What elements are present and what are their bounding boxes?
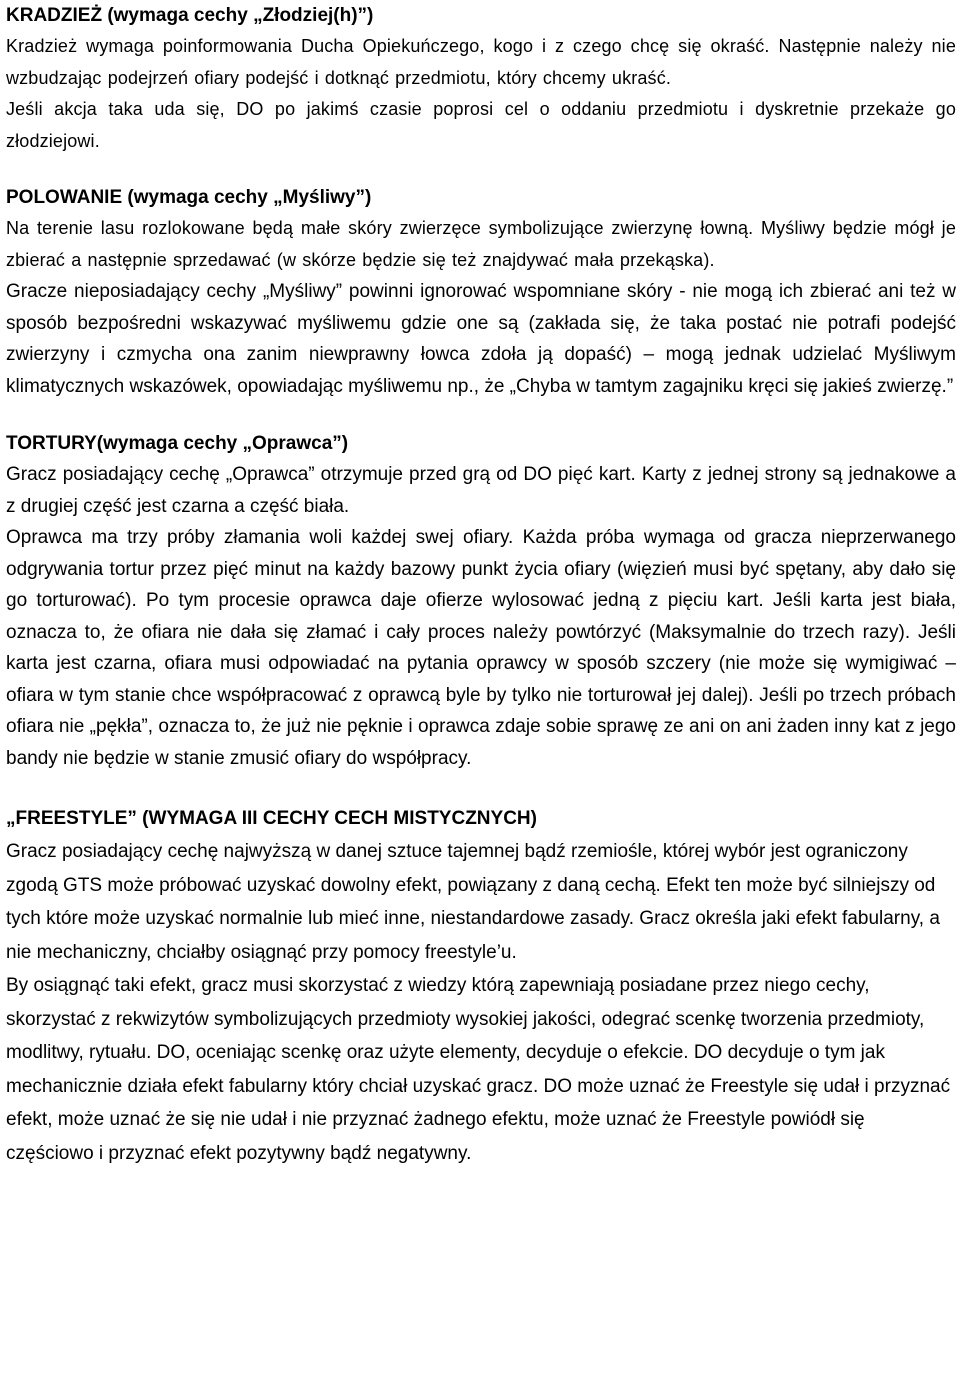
- section-freestyle: [6, 802, 956, 1170]
- section-paragraph: By osiągnąć taki efekt, gracz musi skorzystać z wiedzy którą zapewniają posiadane przez niego cechy, skorzystać z rekwizytów symbolizujących przedmioty wysokiej jakości, odegrać scenkę tworzenia przedmioty, modlitwy, rytuału. DO, oceniając scenkę oraz użyte elementy, decyduje o efekcie. DO decyduje o tym jak mechanicznie działa efekt fabularny który chciał uzyskać gracz. DO może uznać że Freestyle się udał i przyznać efekt, może uznać że się nie udał i nie przyznać żadnego efektu, może uznać że Freestyle powiódł się częściowo i przyznać efekt pozytywny bądź negatywny.: [6, 975, 951, 1164]
- section-polowanie: [6, 182, 956, 402]
- section-paragraph: Na terenie lasu rozlokowane będą małe skóry zwierzęce symbolizujące zwierzynę łowną. Myśliwy będzie mógł je zbierać a następnie sprzedawać (w skórze będzie się też znajdywać mała przekąska).: [6, 218, 956, 270]
- section-paragraph: Kradzież wymaga poinformowania Ducha Opiekuńczego, kogo i z czego chcę się okraść. Następnie należy nie wzbudzając podejrzeń ofiary podejść i dotknąć przedmiotu, który chcemy ukraść.: [6, 36, 956, 88]
- section-paragraph: Gracz posiadający cechę „Oprawca” otrzymuje przed grą od DO pięć kart. Karty z jednej strony są jednakowe a z drugiej część jest czarna a część biała.: [6, 464, 956, 517]
- section-kradziez: [6, 0, 956, 157]
- section-heading: POLOWANIE (wymaga cechy „Myśliwy”): [6, 187, 372, 208]
- section-tortury: [6, 428, 956, 774]
- section-spacer: [6, 157, 956, 182]
- section-heading: TORTURY(wymaga cechy „Oprawca”): [6, 433, 349, 454]
- section-paragraph: Gracze nieposiadający cechy „Myśliwy” powinni ignorować wspomniane skóry - nie mogą ich zbierać ani też w sposób bezpośredni wskazywać myśliwemu gdzie one są (zakłada się, że taka postać nie potrafi podejść zwierzyny i czmycha ona zanim niewprawny łowca zdoła ją dopaść) – mogą jednak udzielać Myśliwym klimatycznych wskazówek, opowiadając myśliwemu np., że „Chyba w tamtym zagajniku kręci się jakieś zwierzę.”: [6, 281, 956, 397]
- section-heading: KRADZIEŻ (wymaga cechy „Złodziej(h)”): [6, 5, 374, 26]
- document-page: [6, 0, 956, 1170]
- section-paragraph: Gracz posiadający cechę najwyższą w danej sztuce tajemnej bądź rzemiośle, której wybór jest ograniczony zgodą GTS może próbować uzyskać dowolny efekt, powiązany z daną cechą. Efekt ten może być silniejszy od tych które może uzyskać normalnie lub mieć inne, niestandardowe zasady. Gracz określa jaki efekt fabularny, a nie mechaniczny, chciałby osiągnąć przy pomocy freestyle’u.: [6, 841, 940, 963]
- section-heading: „FREESTYLE” (WYMAGA III CECHY CECH MISTYCZNYCH): [6, 808, 537, 829]
- section-paragraph: Jeśli akcja taka uda się, DO po jakimś czasie poprosi cel o oddaniu przedmiotu i dyskretnie przekaże go złodziejowi.: [6, 99, 956, 151]
- section-paragraph: Oprawca ma trzy próby złamania woli każdej swej ofiary. Każda próba wymaga od gracza nieprzerwanego odgrywania tortur przez pięć minut na każdy bazowy punkt życia ofiary (więzień musi być spętany, aby dało się go torturować). Po tym procesie oprawca daje ofierze wylosować jedną z pięciu kart. Jeśli karta jest biała, oznacza to, że ofiara nie dała się złamać i cały proces należy powtórzyć (Maksymalnie do trzech razy). Jeśli karta jest czarna, ofiara musi odpowiadać na pytania oprawcy w sposób szczery (nie może się wymigiwać – ofiara w tym stanie chce współpracować z oprawcą byle by tylko nie torturował jej dalej). Jeśli po trzech próbach ofiara nie „pękła”, oznacza to, że już nie pęknie i oprawca zdaje sobie sprawę ze ani on ani żaden inny kat z jego bandy nie będzie w stanie zmusić ofiary do współpracy.: [6, 527, 956, 769]
- section-spacer: [6, 402, 956, 428]
- section-spacer: [6, 774, 956, 802]
